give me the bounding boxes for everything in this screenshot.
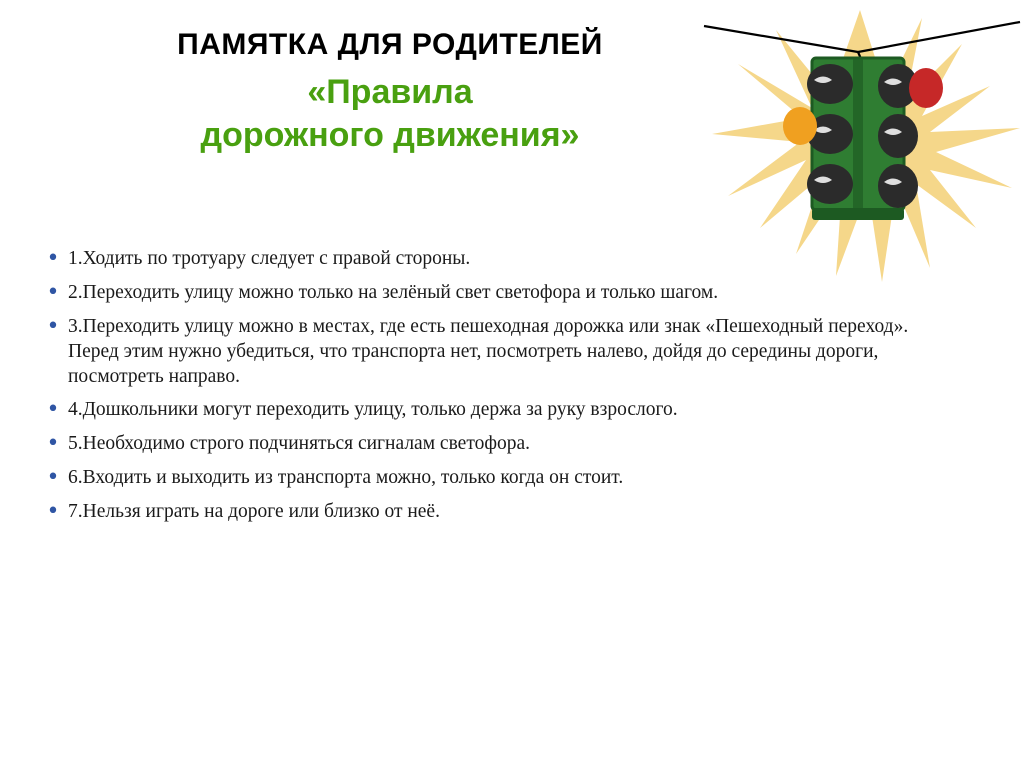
list-item — [38, 465, 928, 491]
list-item-text: 4.Дошкольники могут переходить улицу, только держа за руку взрослого. — [68, 399, 678, 420]
list-item — [38, 280, 928, 306]
bullet-icon: • — [46, 499, 60, 524]
bullet-icon: • — [46, 465, 60, 490]
title-block — [60, 28, 720, 156]
page-title: ПАМЯТКА ДЛЯ РОДИТЕЛЕЙ — [177, 28, 603, 61]
page-subtitle — [60, 71, 720, 156]
list-item-text: 3.Переходить улицу можно в местах, где есть пешеходная дорожка или знак «Пешеходный переход». Перед этим нужно убедиться, что транспорта нет, посмотреть налево, дойдя до середины дороги, посмотреть направо. — [68, 316, 909, 387]
rules-list — [38, 246, 928, 533]
list-item-text: 1.Ходить по тротуару следует с правой стороны. — [68, 248, 471, 269]
bullet-icon: • — [46, 397, 60, 422]
bullet-icon: • — [46, 280, 60, 305]
list-item-text: 7.Нельзя играть на дороге или близко от неё. — [68, 501, 440, 522]
list-item — [38, 397, 928, 423]
list-item-text: 2.Переходить улицу можно только на зелёный свет светофора и только шагом. — [68, 282, 719, 303]
page-subtitle-line1: «Правила — [307, 73, 473, 111]
list-item — [38, 431, 928, 457]
list-item — [38, 499, 928, 525]
list-item-text: 6.Входить и выходить из транспорта можно, только когда он стоит. — [68, 467, 624, 488]
bullet-icon: • — [46, 314, 60, 339]
bullet-icon: • — [46, 246, 60, 271]
list-item — [38, 246, 928, 272]
list-item — [38, 314, 928, 389]
list-item-text: 5.Необходимо строго подчиняться сигналам светофора. — [68, 433, 531, 454]
page-subtitle-line2: дорожного движения» — [200, 115, 580, 154]
bullet-icon: • — [46, 431, 60, 456]
